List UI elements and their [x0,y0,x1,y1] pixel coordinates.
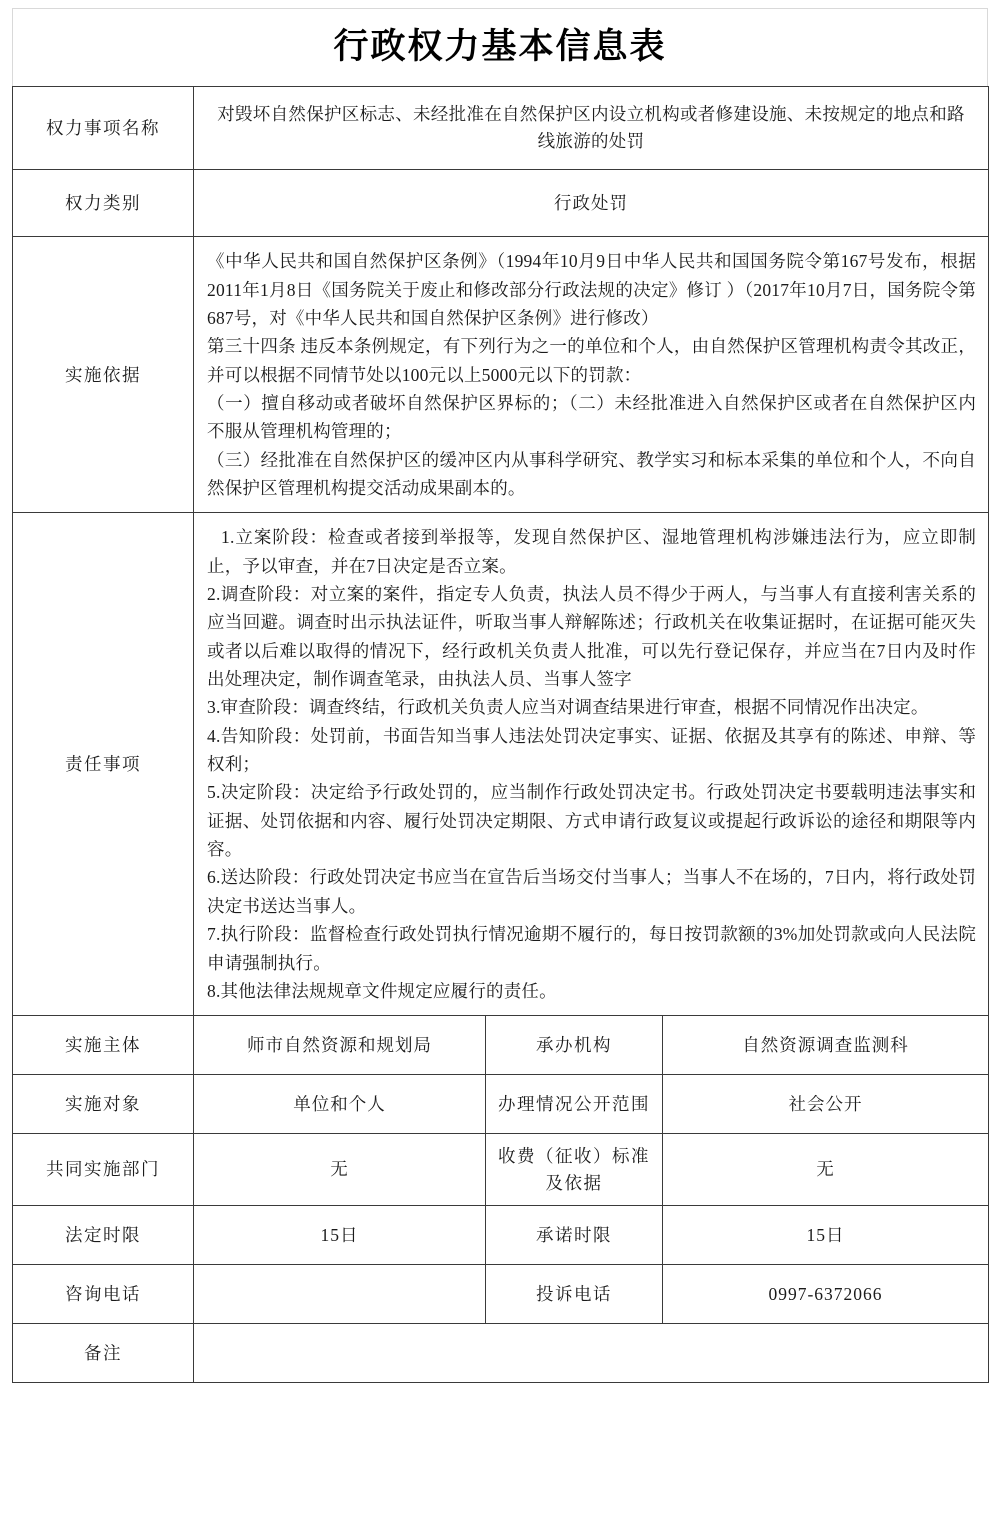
row-label-remarks [13,1324,194,1383]
row-label-remarks-text: 备注 [84,1343,122,1364]
administrative-power-info-table [12,86,989,1383]
responsibility-item: 6.送达阶段：行政处罚决定书应当在宣告后当场交付当事人；当事人不在场的，7日内，将行政处罚决定书送达当事人。 [207,867,977,916]
page-title: 行政权力基本信息表 [333,27,667,67]
row-label-subject [13,1016,194,1075]
table-row-legal-basis [13,237,989,513]
row-value-item-name-text: 对毁坏自然保护区标志、未经批准在自然保护区内设立机构或者修建设施、未按规定的地点和路线旅游的处罚 [217,104,965,152]
responsibility-item: 3.审查阶段：调查终结，行政机关负责人应当对调查结果进行审查，根据不同情况作出决定。 [207,697,929,718]
row-value-promised-limit-text: 15日 [806,1225,845,1246]
row-value-item-name [194,87,989,170]
row-value-remarks-text [194,1344,988,1362]
row-label-handling-agency [486,1016,663,1075]
row-label-legal-basis [13,237,194,513]
row-value-responsibilities [194,513,989,1016]
row-label-statutory-limit [13,1206,194,1265]
legal-basis-paragraph: 《中华人民共和国自然保护区条例》（1994年10月9日中华人民共和国国务院令第167号发布，根据2011年1月8日《国务院关于废止和修改部分行政法规的决定》修订 ）（2017年10月7日，国务院令第687号，对《中华人民共和国自然保护区条例》进行修改） [207,251,977,328]
row-label-promised-limit-text: 承诺时限 [536,1225,612,1246]
row-label-power-type-text: 权力类别 [65,192,141,213]
responsibility-item: 2.调查阶段：对立案的案件，指定专人负责，执法人员不得少于两人，与当事人有直接利害关系的应当回避。调查时出示执法证件，听取当事人辩解陈述；行政机关在收集证据时，在证据可能灭失或者以后难以取得的情况下，经行政机关负责人批准，可以先行登记保存，并应当在7日内及时作出处理决定，制作调查笔录，由执法人员、当事人签字 [207,584,977,690]
responsibilities-body [194,513,988,1015]
row-label-responsibilities-text: 责任事项 [65,753,141,774]
row-value-fee-standard-text: 无 [816,1159,835,1180]
row-value-handling-agency-text: 自然资源调查监测科 [742,1034,909,1055]
legal-basis-body [194,237,988,512]
row-value-handling-agency [663,1016,989,1075]
row-label-handling-agency-text: 承办机构 [536,1034,612,1055]
row-value-statutory-limit [194,1206,486,1265]
row-value-joint-department [194,1134,486,1206]
row-value-power-type-text: 行政处罚 [554,192,629,213]
row-label-complaint-phone-text: 投诉电话 [536,1284,612,1305]
row-label-disclosure-scope-text: 办理情况公开范围 [498,1093,650,1114]
row-label-item-name-text: 权力事项名称 [46,117,160,138]
row-label-disclosure-scope [486,1075,663,1134]
row-label-complaint-phone [486,1265,663,1324]
table-row-remarks [13,1324,989,1383]
row-label-subject-text: 实施主体 [65,1034,141,1055]
row-label-object-text: 实施对象 [65,1093,141,1114]
row-label-legal-basis-text: 实施依据 [65,364,141,385]
responsibility-item: 8.其他法律法规规章文件规定应履行的责任。 [207,980,557,1001]
row-value-consult-phone-text [194,1285,485,1303]
table-row-object [13,1075,989,1134]
row-label-consult-phone [13,1265,194,1324]
row-value-joint-department-text: 无 [330,1159,349,1180]
row-value-fee-standard [663,1134,989,1206]
row-label-fee-standard-text: 收费（征收）标准及依据 [498,1146,650,1193]
row-value-statutory-limit-text: 15日 [320,1225,359,1246]
row-label-joint-department [13,1134,194,1206]
row-label-power-type [13,170,194,237]
responsibility-item: 5.决定阶段：决定给予行政处罚的，应当制作行政处罚决定书。行政处罚决定书要载明违法事实和证据、处罚依据和内容、履行处罚决定期限、方式申请行政复议或提起行政诉讼的途径和期限等内容。 [207,782,977,860]
row-label-promised-limit [486,1206,663,1265]
row-value-object-text: 单位和个人 [293,1093,386,1114]
table-row-phones [13,1265,989,1324]
row-value-complaint-phone-text: 0997-6372066 [768,1284,883,1305]
title-band [12,8,988,86]
row-value-disclosure-scope [663,1075,989,1134]
row-value-consult-phone [194,1265,486,1324]
row-label-item-name [13,87,194,170]
table-row-power-type [13,170,989,237]
row-value-complaint-phone [663,1265,989,1324]
row-value-legal-basis [194,237,989,513]
row-value-remarks [194,1324,989,1383]
table-row-subject [13,1016,989,1075]
table-row-time-limit [13,1206,989,1265]
responsibility-item: 4.告知阶段：处罚前，书面告知当事人违法处罚决定事实、证据、依据及其享有的陈述、申辩、等权利； [207,725,977,775]
row-value-subject [194,1016,486,1075]
row-label-statutory-limit-text: 法定时限 [65,1225,141,1246]
row-label-consult-phone-text: 咨询电话 [65,1284,141,1305]
row-label-joint-department-text: 共同实施部门 [46,1159,160,1180]
row-value-object [194,1075,486,1134]
row-label-responsibilities [13,513,194,1016]
row-label-object [13,1075,194,1134]
row-label-fee-standard [486,1134,663,1206]
row-value-power-type [194,170,989,237]
legal-basis-paragraph: 第三十四条 违反本条例规定，有下列行为之一的单位和个人，由自然保护区管理机构责令其改正，并可以根据不同情节处以100元以上5000元以下的罚款： [207,336,977,385]
legal-basis-paragraph: （一）擅自移动或者破坏自然保护区界标的；（二）未经批准进入自然保护区或者在自然保护区内不服从管理机构管理的； [207,392,977,442]
responsibility-item: 1.立案阶段：检查或者接到举报等，发现自然保护区、湿地管理机构涉嫌违法行为，应立即制止，予以审查，并在7日决定是否立案。 [207,527,977,576]
row-value-disclosure-scope-text: 社会公开 [788,1093,863,1114]
table-row-item-name [13,87,989,170]
row-value-subject-text: 师市自然资源和规划局 [247,1034,432,1055]
row-value-promised-limit [663,1206,989,1265]
legal-basis-paragraph: （三）经批准在自然保护区的缓冲区内从事科学研究、教学实习和标本采集的单位和个人，不向自然保护区管理机构提交活动成果副本的。 [207,449,977,498]
table-row-joint-department [13,1134,989,1206]
table-row-responsibilities [13,513,989,1016]
responsibility-item: 7.执行阶段：监督检查行政处罚执行情况逾期不履行的，每日按罚款额的3%加处罚款或向人民法院申请强制执行。 [207,924,977,973]
